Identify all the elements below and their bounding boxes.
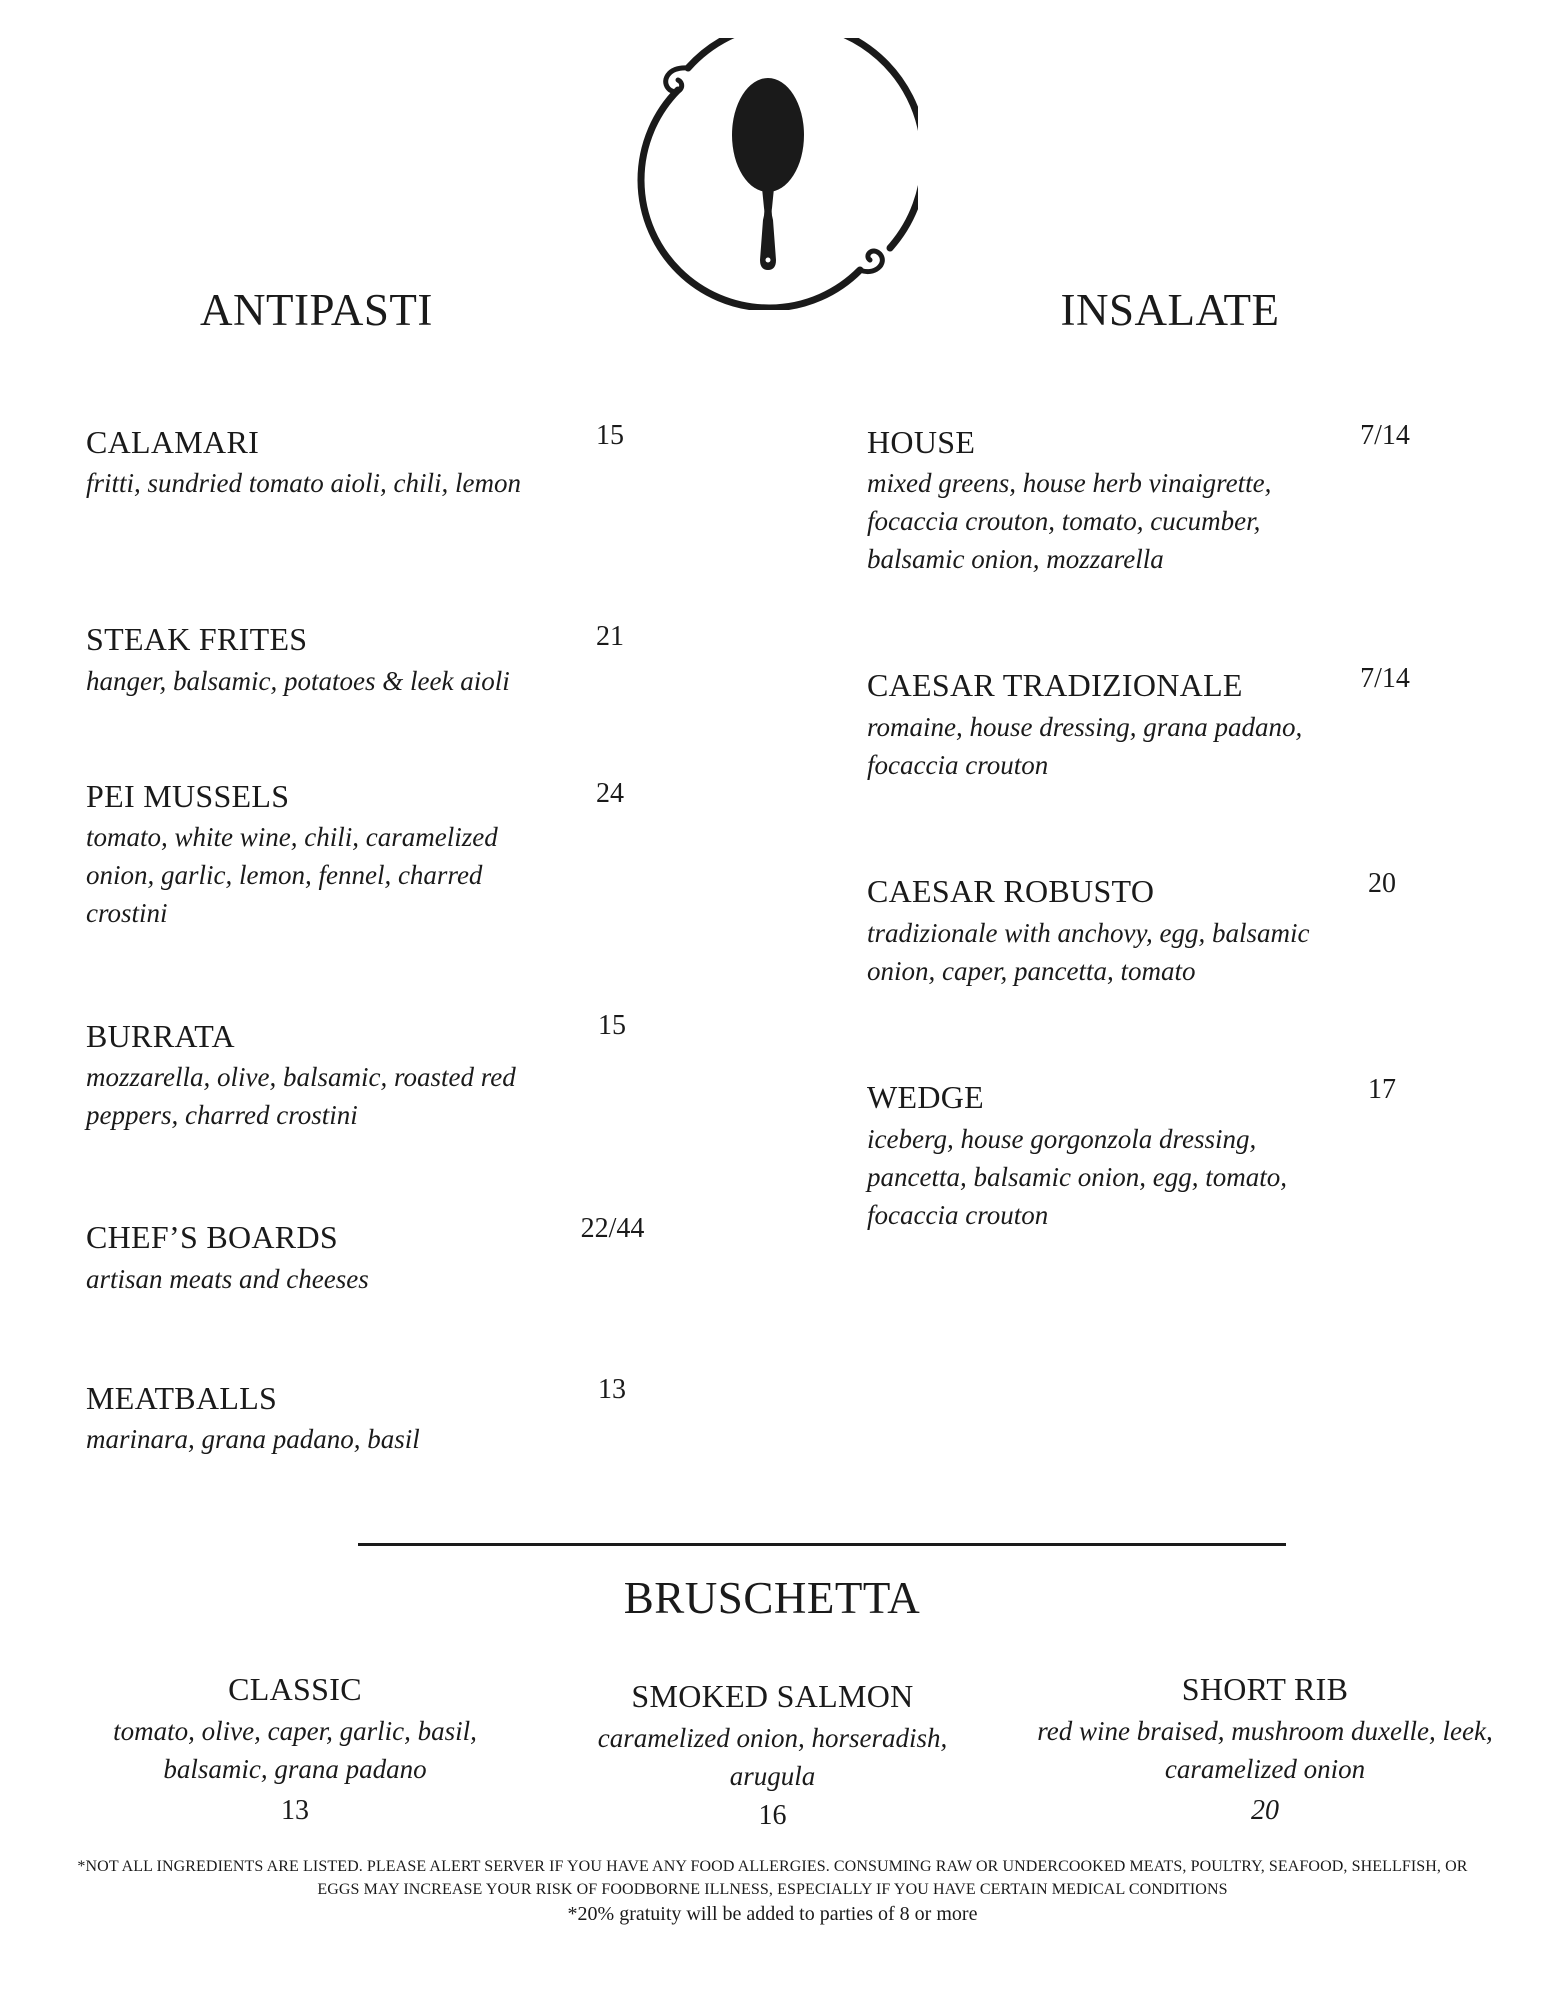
- item-price: 20: [1368, 868, 1396, 899]
- item-price: 24: [596, 778, 624, 809]
- spoon-in-swirl-circle-icon: [628, 38, 918, 310]
- section-title-bruschetta: BRUSCHETTA: [623, 1573, 921, 1623]
- item-name: BURRATA: [86, 1018, 235, 1054]
- item-description: fritti, sundried tomato aioli, chili, lemon: [86, 468, 521, 498]
- item-description: tomato, white wine, chili, caramelized onion, garlic, lemon, fennel, charred crostini: [86, 822, 498, 928]
- item-name: MEATBALLS: [86, 1380, 278, 1416]
- item-price: 13: [281, 1795, 309, 1826]
- item-name: CALAMARI: [86, 424, 260, 460]
- item-description: caramelized onion, horseradish, arugula: [597, 1723, 948, 1791]
- item-description: hanger, balsamic, potatoes & leek aioli: [86, 666, 510, 696]
- item-description: marinara, grana padano, basil: [86, 1424, 420, 1454]
- item-name: CLASSIC: [228, 1671, 362, 1707]
- item-price: 20: [1251, 1795, 1279, 1826]
- gratuity-note: *20% gratuity will be added to parties of 8 or more: [567, 1903, 978, 1925]
- item-price: 15: [596, 420, 624, 451]
- item-name: WEDGE: [867, 1079, 985, 1115]
- item-name: PEI MUSSELS: [86, 778, 290, 814]
- item-name: STEAK FRITES: [86, 621, 308, 657]
- section-title-insalate: INSALATE: [1060, 285, 1280, 335]
- item-price: 16: [758, 1800, 787, 1831]
- section-divider: [358, 1543, 1286, 1546]
- item-description: mixed greens, house herb vinaigrette, focaccia crouton, tomato, cucumber, balsamic onion, mozzarella: [867, 468, 1272, 574]
- item-price: 17: [1368, 1074, 1396, 1105]
- item-name: CHEF’S BOARDS: [86, 1219, 338, 1255]
- allergy-disclaimer: *NOT ALL INGREDIENTS ARE LISTED. PLEASE ALERT SERVER IF YOU HAVE ANY FOOD ALLERGIES. CONSUMING RAW OR UNDERCOOKED MEATS, POULTRY, SEAFOOD, SHELLFISH, OR EGGS MAY INCREASE YOUR RISK OF FOODBORNE ILLNESS, ESPECIALLY IF YOU HAVE CERTAIN MEDICAL CONDITIONS: [77, 1858, 1468, 1898]
- item-name: SHORT RIB: [1181, 1671, 1349, 1707]
- item-price: 7/14: [1360, 420, 1410, 451]
- item-description: romaine, house dressing, grana padano, focaccia crouton: [867, 712, 1303, 780]
- item-name: CAESAR TRADIZIONALE: [867, 667, 1243, 703]
- item-name: CAESAR ROBUSTO: [867, 873, 1155, 909]
- item-description: tradizionale with anchovy, egg, balsamic onion, caper, pancetta, tomato: [867, 918, 1310, 986]
- item-price: 15: [598, 1010, 626, 1041]
- item-description: tomato, olive, caper, garlic, basil, balsamic, grana padano: [113, 1716, 477, 1784]
- item-price: 13: [598, 1374, 626, 1405]
- section-title-antipasti: ANTIPASTI: [200, 285, 433, 335]
- item-description: mozzarella, olive, balsamic, roasted red peppers, charred crostini: [86, 1062, 516, 1130]
- restaurant-logo: [628, 38, 918, 310]
- item-description: red wine braised, mushroom duxelle, leek, caramelized onion: [1037, 1716, 1493, 1784]
- item-description: artisan meats and cheeses: [86, 1264, 369, 1294]
- item-name: HOUSE: [867, 424, 976, 460]
- item-price: 21: [596, 621, 624, 652]
- item-name: SMOKED SALMON: [631, 1678, 914, 1714]
- item-price: 22/44: [580, 1213, 645, 1244]
- item-price: 7/14: [1360, 663, 1410, 694]
- item-description: iceberg, house gorgonzola dressing, pancetta, balsamic onion, egg, tomato, focaccia crouton: [867, 1124, 1287, 1230]
